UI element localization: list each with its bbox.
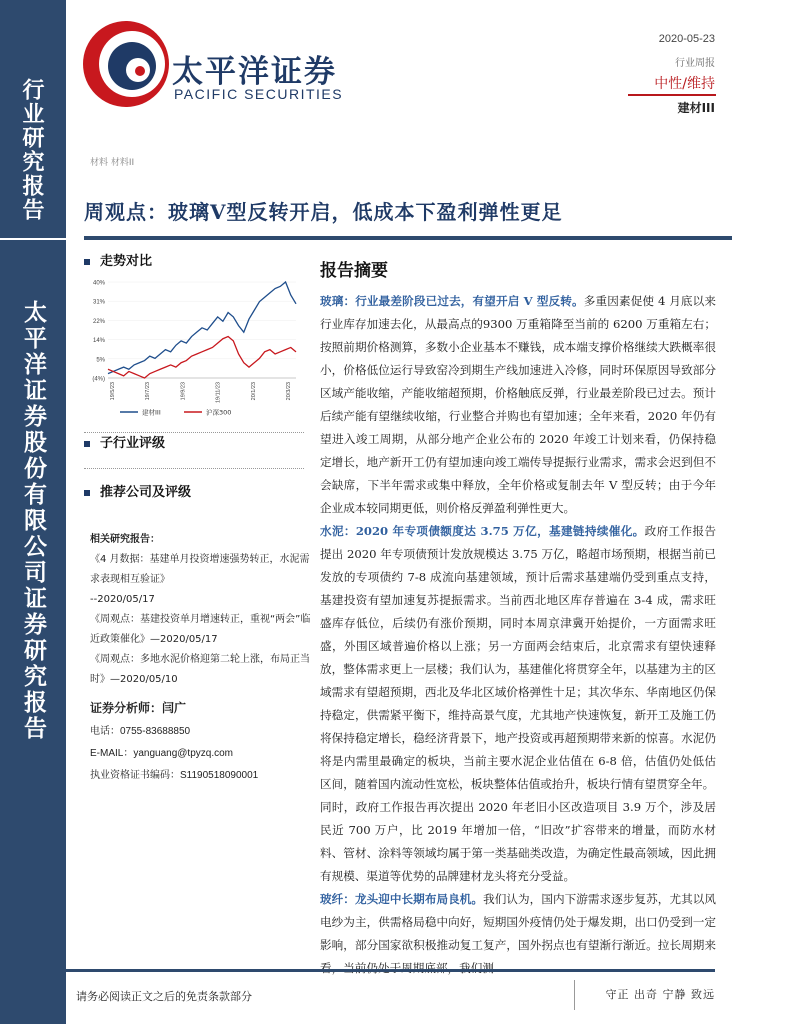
paragraph-text: 同时，政府工作报告再次提出 2020 年老旧小区改造项目 3.9 万个，涉及居民近 700 万户，比 2019 年增加一倍，“旧改”扩容带来的增量，而防水材料、管材、涂料等领域均属于第一类基础类改造，为确定性最高领域，因此拥有规模、渠道等优势的品牌建材龙头将充分受益。 bbox=[320, 800, 716, 883]
paragraph-lead: 水泥：2020 年专项债额度达 3.75 万亿，基建链持续催化。 bbox=[320, 524, 645, 538]
chart-xtick-label: 20/3/23 bbox=[286, 382, 292, 401]
analyst-name: 闫广 bbox=[162, 701, 187, 715]
brand-name-cn: 太平洋证券 bbox=[172, 54, 337, 90]
chart-ytick-label: (4%) bbox=[92, 376, 105, 383]
summary-body bbox=[320, 290, 716, 980]
paragraph-text: 多重因素促使 4 月底以来行业库存加速去化，从最高点的9300 万重箱降至当前的 6200 万重箱左右；按照前期价格测算，多数小企业基本不赚钱，成本端支撑价格继续大跌概率很小，价格低位运行导致窑冷到期生产线加速进入冷修，同时环保原因导致部分区域产能收缩，产能收缩超预期，价格触底反弹，行业最差阶段已过去。预计后续产能有望继续收缩，行业整合并购也有望加速；全年来看，2020 年仍有望进入竣工周期，从部分地产企业公布的 2020 年竣工计划来看，仍保持稳定增长，地产新开工仍有望加速向竣工端传导提振行业需求，需求会迟到但不会缺席，下半年需求或集中释放，全年价格或复制去年 V 型反转；由于今年企业成本较同期更低，则价格反弹盈利弹性更大。 bbox=[320, 294, 716, 515]
chart-ytick-label: 14% bbox=[92, 338, 105, 345]
sub-industry-section-header: 子行业评级 bbox=[84, 432, 165, 451]
rating-label: 中性/维持 bbox=[654, 76, 715, 92]
summary-paragraph bbox=[320, 796, 716, 888]
related-reports bbox=[90, 530, 312, 690]
paragraph-text: 我们认为，国内下游需求逐步复苏，尤其以风电纱为主，供需格局稳中向好，短期国外疫情仍处于爆发期，出口仍受到一定影响，部分国家欲积极推动复工复产，国外拐点也有望渐行渐近。拉长周期来看，当前仍处于周期底部，我们测 bbox=[320, 892, 716, 975]
bullet-square-icon bbox=[84, 490, 90, 496]
chart-xtick-label: 19/11/23 bbox=[215, 382, 222, 404]
chart-xtick-label: 20/1/23 bbox=[250, 382, 257, 401]
summary-paragraph bbox=[320, 520, 716, 796]
related-report-link[interactable]: 《4 月数据：基建单月投资增速强势转正，水泥需求表现相互验证》 bbox=[90, 554, 310, 585]
page-title: 周观点：玻璃V型反转开启，低成本下盈利弹性更足 bbox=[84, 200, 563, 224]
sector-label: 建材III bbox=[677, 101, 715, 115]
bullet-square-icon bbox=[84, 259, 90, 265]
category-label: 材料 材料II bbox=[90, 158, 135, 168]
rating-underline bbox=[628, 94, 716, 96]
footer-rule bbox=[66, 969, 715, 972]
related-report-date: --2020/05/17 bbox=[90, 594, 155, 605]
footer-disclaimer: 请务必阅读正文之后的免责条款部分 bbox=[76, 990, 252, 1003]
chart-xtick-label: 19/7/23 bbox=[145, 382, 152, 401]
chart-ytick-label: 22% bbox=[92, 318, 105, 325]
phone-label: 电话： bbox=[90, 726, 120, 737]
paragraph-lead: 玻纤：龙头迎中长期布局良机。 bbox=[320, 892, 484, 906]
bullet-square-icon bbox=[84, 441, 90, 447]
summary-paragraph bbox=[320, 290, 716, 520]
chart-legend-label: 建材III bbox=[142, 408, 161, 417]
paragraph-lead: 玻璃：行业最差阶段已过去，有望开启 V 型反转。 bbox=[320, 294, 584, 308]
email-label: E-MAIL： bbox=[90, 748, 134, 759]
trend-chart bbox=[84, 274, 306, 426]
pacific-securities-logo-icon bbox=[80, 18, 172, 110]
title-rule bbox=[84, 236, 732, 240]
email-link[interactable]: yanguang@tpyzq.com bbox=[133, 748, 233, 759]
chart-xtick-label: 19/9/23 bbox=[180, 382, 187, 401]
chart-xtick-label: 19/5/23 bbox=[110, 382, 116, 401]
footer-motto: 守正 出奇 宁静 致远 bbox=[605, 988, 715, 1001]
divider bbox=[84, 468, 304, 469]
chart-series-line bbox=[108, 337, 296, 378]
summary-paragraph bbox=[320, 888, 716, 980]
sidebar-report-type: 行业研究报告 bbox=[19, 78, 45, 222]
chart-legend-label: 沪深300 bbox=[206, 408, 232, 417]
brand-name-en: PACIFIC SECURITIES bbox=[174, 86, 344, 102]
related-report-link[interactable]: 《周观点：多地水泥价格迎第二轮上涨，布局正当时》—2020/05/10 bbox=[90, 654, 310, 685]
chart-ytick-label: 40% bbox=[92, 280, 105, 287]
trend-section-header: 走势对比 bbox=[84, 250, 152, 269]
cert-label: 执业资格证书编码： bbox=[90, 770, 180, 781]
related-heading: 相关研究报告： bbox=[90, 534, 160, 545]
paragraph-text: 政府工作报告提出 2020 年专项债预计发放规模达 3.75 万亿，略超市场预期，根据当前已发放的专项债约 7-8 成流向基建领域，预计后需求基建端仍受到重点支持，基建投资有望加速复苏提振需求。当前西北地区库存普遍在 3-4 成，需求旺盛库存低位，后续仍有涨价预期，同时本周京津冀开始提价，一方面需求旺盛，外围区域普遍价格以上涨；另一方面两会结束后，北京需求有望快速释放，整体需求更上一层楼；我们认为，基建催化将贯穿全年，以基建为主的区域需求有望超预期，西北及华北区域价格弹性十足；其次华东、华南地区仍保持稳定，供需紧平衡下，维持高景气度，尤其地产快速恢复，新开工及施工仍将保持稳定增长，稳经济背景下，地产投资或再超预期带来新的惊喜。水泥仍将是内需里最确定的板块，当前主要水泥企业估值在 6-8 倍，估值仍处低估区间，随着国内流动性宽松，板块整体估值或抬升，板块行情有望贯穿全年。 bbox=[320, 524, 716, 791]
summary-title: 报告摘要 bbox=[320, 261, 388, 281]
phone-value: 0755-83688850 bbox=[120, 726, 191, 737]
chart-series-line bbox=[108, 282, 296, 374]
related-report-link[interactable]: 《周观点：基建投资单月增速转正，重视“两会”临近政策催化》—2020/05/17 bbox=[90, 614, 311, 645]
footer-separator bbox=[574, 980, 575, 1010]
analyst-info bbox=[90, 697, 316, 787]
recommend-section-header: 推荐公司及评级 bbox=[84, 481, 191, 500]
report-type: 行业周报 bbox=[675, 58, 715, 69]
analyst-label: 证券分析师： bbox=[90, 701, 163, 715]
chart-ytick-label: 5% bbox=[96, 357, 105, 364]
chart-ytick-label: 31% bbox=[92, 299, 105, 306]
sidebar-company-label: 太平洋证券股份有限公司证券研究报告 bbox=[20, 300, 47, 742]
cert-value: S1190518090001 bbox=[180, 770, 259, 781]
report-date: 2020-05-23 bbox=[658, 33, 715, 45]
